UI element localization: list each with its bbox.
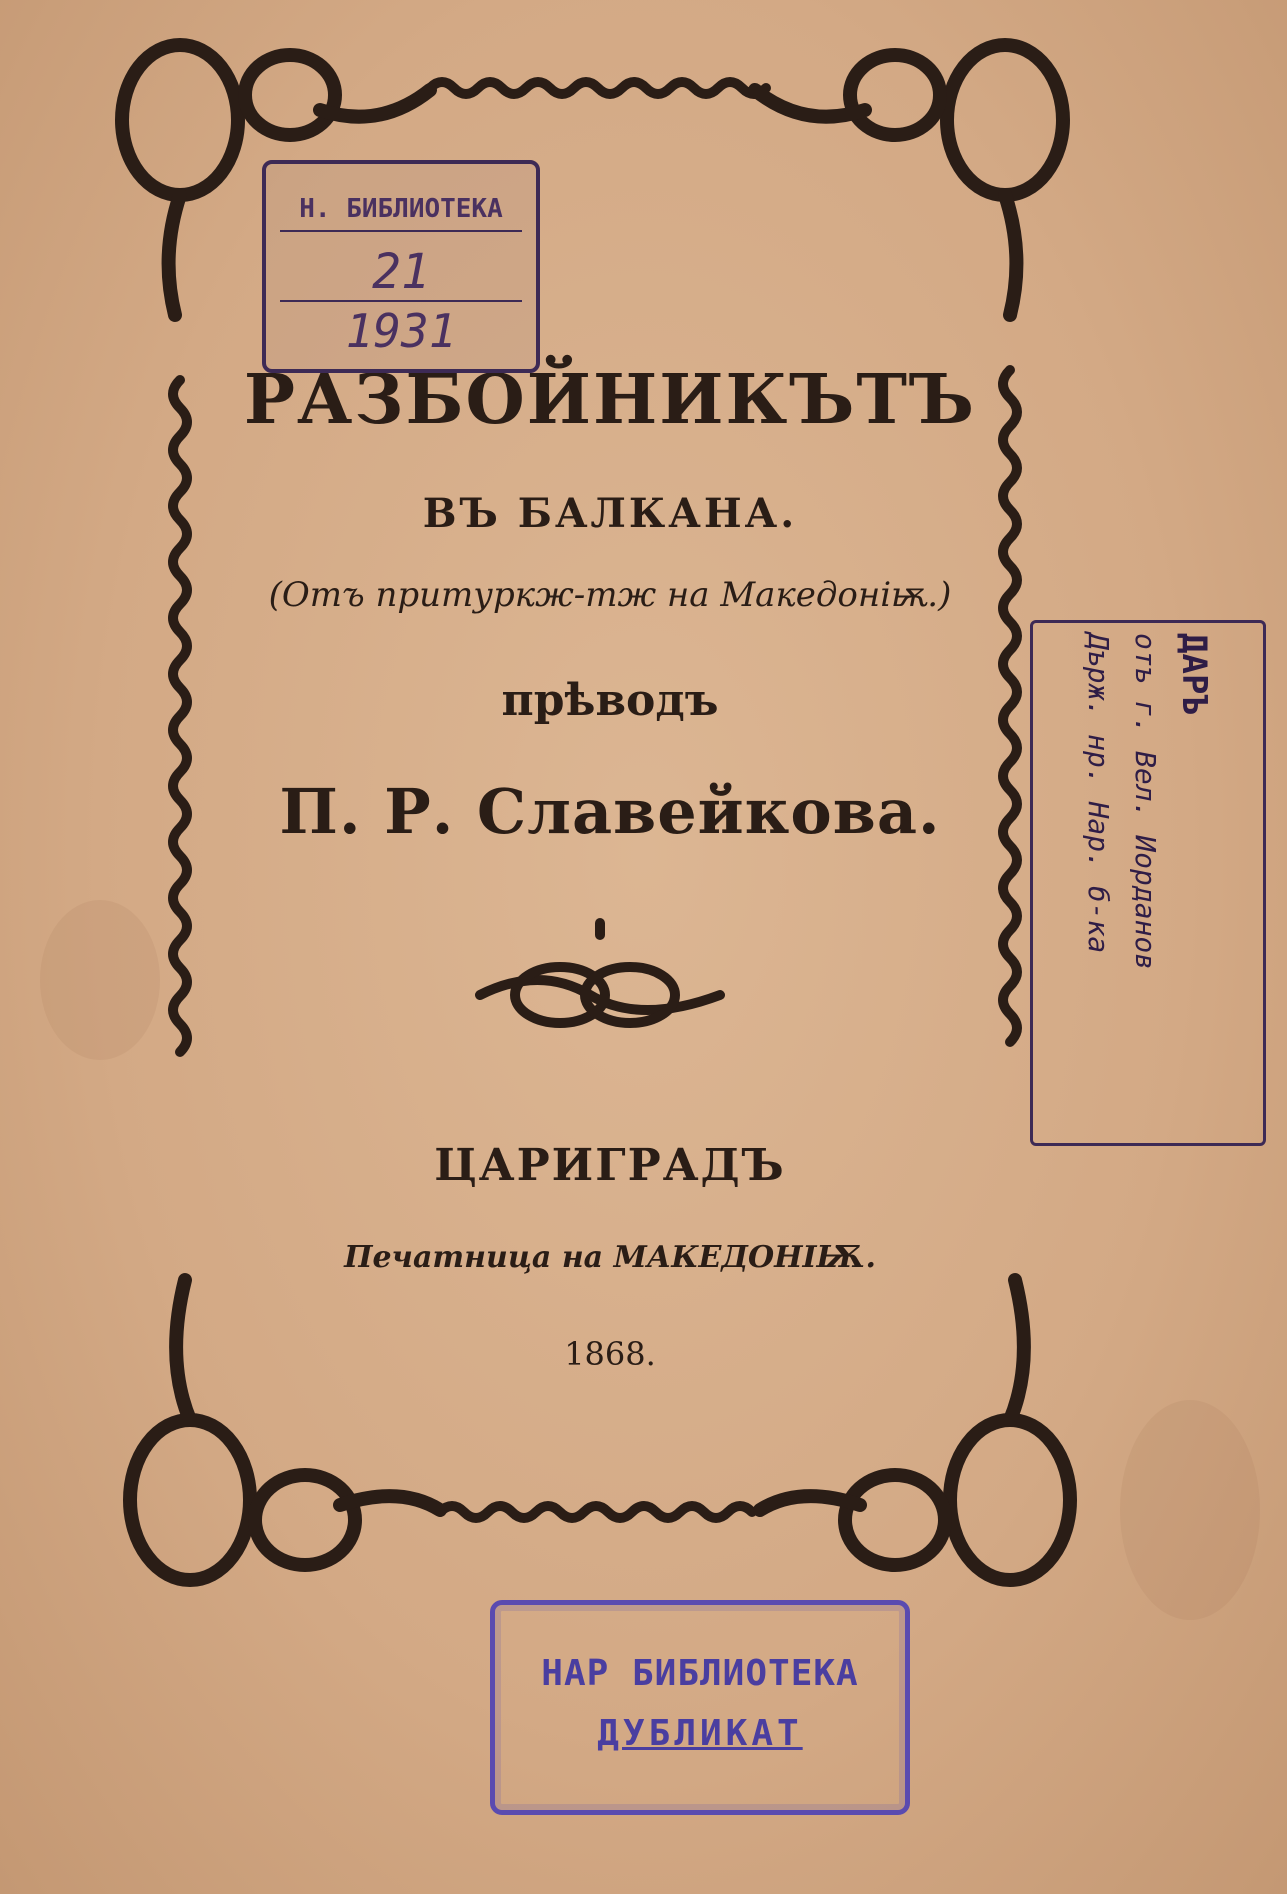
donation-library: Държ. нр. Нар. б-ка: [1082, 633, 1115, 954]
stamp-library-label: НАР БИБЛИОТЕКА: [541, 1653, 859, 1694]
center-knot-ornament: [480, 923, 720, 1023]
donation-stamp-right: [1030, 620, 1266, 1146]
stamp-library-name: Н. БИБЛИОТЕКА: [280, 194, 522, 232]
top-right-serpent-ornament: [755, 45, 1063, 315]
publication-city: ЦАРИГРАДЪ: [434, 1140, 786, 1191]
library-stamp-top: [262, 160, 540, 373]
duplicate-stamp-bottom: [490, 1600, 910, 1815]
translation-label: прѣводъ: [501, 675, 719, 726]
source-note: (Отъ притуркж-тж на Македоніѭ.): [268, 575, 952, 615]
stamp-year: 1931: [345, 304, 457, 358]
bottom-left-serpent-ornament: [130, 1280, 440, 1580]
top-chain-ornament: [430, 82, 766, 94]
book-subtitle: ВЪ БАЛКАНА.: [422, 490, 798, 537]
bottom-right-serpent-ornament: [760, 1280, 1070, 1580]
bottom-chain-ornament: [440, 1506, 752, 1518]
right-chain-ornament: [1003, 370, 1017, 1042]
publication-year: 1868.: [564, 1335, 656, 1373]
stamp-number: 21: [280, 244, 522, 302]
book-title: РАЗБОЙНИКЪТЪ: [243, 360, 977, 440]
left-chain-ornament: [173, 380, 187, 1052]
donor-name: отъ г. Вел. Иорданов: [1129, 633, 1162, 971]
author-name: П. Р. Славейкова.: [279, 775, 941, 848]
printing-house: Печатница на МАКЕДОНІѬ.: [344, 1240, 876, 1275]
stamp-duplicate-label: ДУБЛИКАТ: [597, 1713, 803, 1754]
donation-label: ДАРЪ: [1174, 633, 1214, 715]
